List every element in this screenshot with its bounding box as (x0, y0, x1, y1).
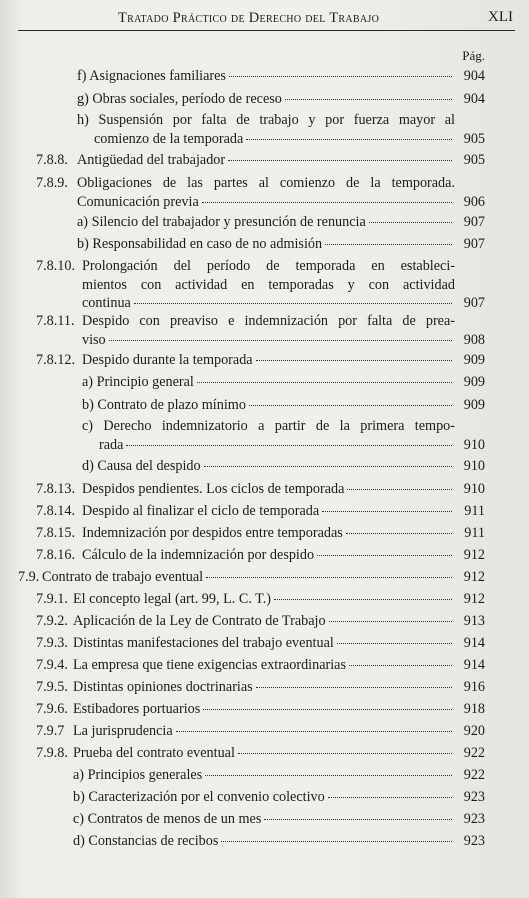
toc-entry-number: 7.9.5. (36, 679, 68, 695)
toc-entry-page: 905 (463, 130, 485, 147)
toc-entry-number: 7.9.2. (36, 613, 68, 629)
toc-entry (82, 457, 485, 476)
toc-entry-page: 910 (463, 481, 485, 497)
leader-dots (134, 303, 452, 304)
toc-entry-title: Despidos pendientes. Los ciclos de temporada (82, 481, 345, 497)
leader-dots (329, 621, 452, 622)
toc-entry (73, 766, 485, 785)
toc-entry-title: El concepto legal (art. 99, L. C. T.) (73, 591, 272, 607)
toc-entry-page: 923 (463, 789, 485, 805)
toc-entry (36, 312, 485, 349)
leader-dots (204, 466, 452, 467)
toc-entry-number: 7.8.15. (36, 525, 76, 541)
toc-entry-title: La jurisprudencia (73, 723, 173, 739)
toc-entry-page: 904 (463, 91, 485, 107)
toc-entry (73, 788, 485, 807)
leader-dots (205, 775, 452, 776)
toc-entry (36, 678, 485, 697)
leader-dots (206, 577, 452, 578)
toc-entry-title: Distintas manifestaciones del trabajo eventual (73, 635, 334, 651)
toc-entry (36, 524, 485, 543)
leader-dots (238, 753, 452, 754)
leader-dots (256, 360, 452, 361)
toc-entry-title: a) Principio general (82, 374, 194, 390)
toc-entry-title-line: rada (99, 436, 124, 453)
toc-entry-title: Estibadores portuarios (73, 701, 201, 717)
toc-entry-number: 7.8.9. (36, 175, 68, 191)
running-title: Tratado Práctico de Derecho del Trabajo (118, 10, 380, 26)
toc-entry-title: b) Contrato de plazo mínimo (82, 397, 246, 413)
toc-entry-number: 7.9.8. (36, 745, 68, 761)
toc-entry-page: 914 (463, 657, 485, 673)
toc-entry-title: Despido al finalizar el ciclo de temporada (82, 503, 320, 519)
toc-entry-title: Aplicación de la Ley de Contrato de Trabajo (73, 613, 326, 629)
toc-entry-title: c) Contratos de menos de un mes (73, 811, 262, 827)
toc-entry-number: 7.9.4. (36, 657, 68, 673)
toc-entry-number: 7.8.11. (36, 313, 75, 329)
toc-entry (77, 111, 485, 148)
toc-entry-number: 7.9.7 (36, 723, 65, 739)
leader-dots (322, 511, 452, 512)
toc-entry-page: 916 (463, 679, 485, 695)
toc-entry-page: 920 (463, 723, 485, 739)
leader-dots (197, 382, 452, 383)
toc-entry-number: 7.9.1. (36, 591, 68, 607)
leader-dots (126, 445, 452, 446)
leader-dots (274, 599, 452, 600)
toc-entry-page: 909 (463, 352, 485, 368)
toc-entry-title-line: viso (82, 331, 106, 348)
toc-entry-page: 922 (463, 745, 485, 761)
leader-dots (109, 340, 452, 341)
toc-entry-title: g) Obras sociales, período de receso (77, 91, 282, 107)
toc-entry-page: 912 (463, 547, 485, 563)
toc-entry-page: 906 (463, 193, 485, 210)
toc-entry (82, 417, 485, 454)
toc-entry (36, 151, 485, 170)
toc-entry-page: 914 (463, 635, 485, 651)
toc-entry (18, 568, 485, 587)
pag-column-label: Pág. (462, 48, 485, 63)
leader-dots (337, 643, 452, 644)
toc-entry-title: a) Silencio del trabajador y presunción de renuncia (77, 214, 366, 230)
toc-entry-page: 907 (463, 295, 485, 311)
toc-entry-page: 912 (463, 569, 485, 585)
leader-dots (202, 202, 452, 203)
toc-entry (36, 174, 485, 211)
toc-entry-page: 907 (463, 214, 485, 230)
toc-entry-page: 905 (463, 152, 485, 168)
toc-entry-title: a) Principios generales (73, 767, 203, 783)
toc-entry-title-line: continua (82, 295, 131, 311)
toc-entry-page: 909 (463, 397, 485, 413)
toc-entry-title: La empresa que tiene exigencias extraordinarias (73, 657, 346, 673)
leader-dots (228, 160, 452, 161)
toc-entry-title: Distintas opiniones doctrinarias (73, 679, 253, 695)
toc-entry-page: 908 (463, 331, 485, 348)
leader-dots (369, 222, 452, 223)
toc-entry-title-line: mientos con actividad en temporadas y con actividad (82, 276, 455, 293)
toc-entry (82, 396, 485, 415)
leader-dots (256, 687, 452, 688)
toc-entry-page: 911 (464, 503, 485, 519)
toc-entry-number: 7.8.13. (36, 481, 76, 497)
toc-entry (36, 480, 485, 499)
toc-entry-number: 7.8.10. (36, 258, 76, 274)
toc-entry-number: 7.8.8. (36, 152, 68, 168)
toc-entry-number: 7.8.12. (36, 352, 76, 368)
toc-entry-title: d) Causa del despido (82, 458, 201, 474)
toc-entry-page: 910 (463, 458, 485, 474)
toc-entry-title: Contrato de trabajo eventual (42, 569, 204, 585)
toc-entry-number: 7.8.16. (36, 547, 76, 563)
toc-entry (82, 373, 485, 392)
toc-entry (36, 700, 485, 719)
toc-entry-page: 907 (463, 236, 485, 252)
leader-dots (349, 665, 452, 666)
toc-entry-number: 7.9.6. (36, 701, 68, 717)
leader-dots (221, 841, 452, 842)
toc-entry (36, 590, 485, 609)
leader-dots (325, 244, 452, 245)
leader-dots (203, 709, 452, 710)
toc-entry-page: 910 (463, 436, 485, 453)
toc-entry-title: b) Responsabilidad en caso de no admisión (77, 236, 323, 252)
toc-entry-title-line: comienzo de la temporada (94, 130, 244, 147)
leader-dots (249, 405, 452, 406)
toc-entry-title: Prueba del contrato eventual (73, 745, 235, 761)
toc-entry-title-line: h) Suspensión por falta de trabajo y por fuerza mayor al (77, 112, 455, 128)
toc-entry (77, 67, 485, 86)
page-number: XLI (488, 9, 513, 25)
leader-dots (285, 99, 452, 100)
toc-entry-title: d) Constancias de recibos (73, 833, 219, 849)
toc-entry-page: 912 (463, 591, 485, 607)
toc-entry (36, 351, 485, 370)
leader-dots (229, 76, 452, 77)
toc-entry (73, 810, 485, 829)
toc-entry (36, 546, 485, 565)
leader-dots (328, 797, 452, 798)
toc-entry-title: Despido durante la temporada (82, 352, 253, 368)
leader-dots (246, 139, 452, 140)
toc-entry-page: 909 (463, 374, 485, 390)
toc-entry-title-line: Prolongación del período de temporada en estableci- (82, 258, 455, 274)
toc-entry (36, 634, 485, 653)
toc-entry-title-line: c) Derecho indemnizatorio a partir de la primera tempo- (82, 418, 455, 434)
toc-entry-page: 922 (463, 767, 485, 783)
leader-dots (176, 731, 452, 732)
leader-dots (317, 555, 452, 556)
toc-entry-number: 7.9.3. (36, 635, 68, 651)
toc-entry-number: 7.8.14. (36, 503, 76, 519)
toc-entry-page: 904 (463, 68, 485, 84)
toc-entry-title-line: Comunicación previa (77, 193, 199, 210)
toc-entry (77, 235, 485, 254)
toc-entry-title-line: Despido con preaviso e indemnización por falta de prea- (82, 313, 455, 329)
toc-entry (77, 90, 485, 109)
toc-entry-title-line: Obligaciones de las partes al comienzo de la temporada. (77, 175, 455, 191)
toc-entry-title: b) Caracterización por el convenio colectivo (73, 789, 325, 805)
toc-entry (36, 656, 485, 675)
leader-dots (347, 489, 452, 490)
toc-entry (36, 502, 485, 521)
toc-entry (77, 213, 485, 232)
toc-entry-page: 913 (463, 613, 485, 629)
toc-entry (36, 612, 485, 631)
leader-dots (346, 533, 452, 534)
toc-entry (36, 722, 485, 741)
toc-entry (36, 257, 485, 313)
toc-entry-title: Antigüedad del trabajador (77, 152, 226, 168)
toc-entry-page: 923 (463, 811, 485, 827)
toc-entry-number: 7.9. (18, 569, 40, 585)
toc-entry (36, 744, 485, 763)
toc-entry-page: 923 (463, 833, 485, 849)
leader-dots (264, 819, 452, 820)
toc-entry-page: 911 (464, 525, 485, 541)
toc-entry (73, 832, 485, 851)
toc-entry-title: Cálculo de la indemnización por despido (82, 547, 315, 563)
toc-entry-title: f) Asignaciones familiares (77, 68, 226, 84)
toc-entry-page: 918 (463, 701, 485, 717)
toc-entry-title: Indemnización por despidos entre temporadas (82, 525, 343, 541)
